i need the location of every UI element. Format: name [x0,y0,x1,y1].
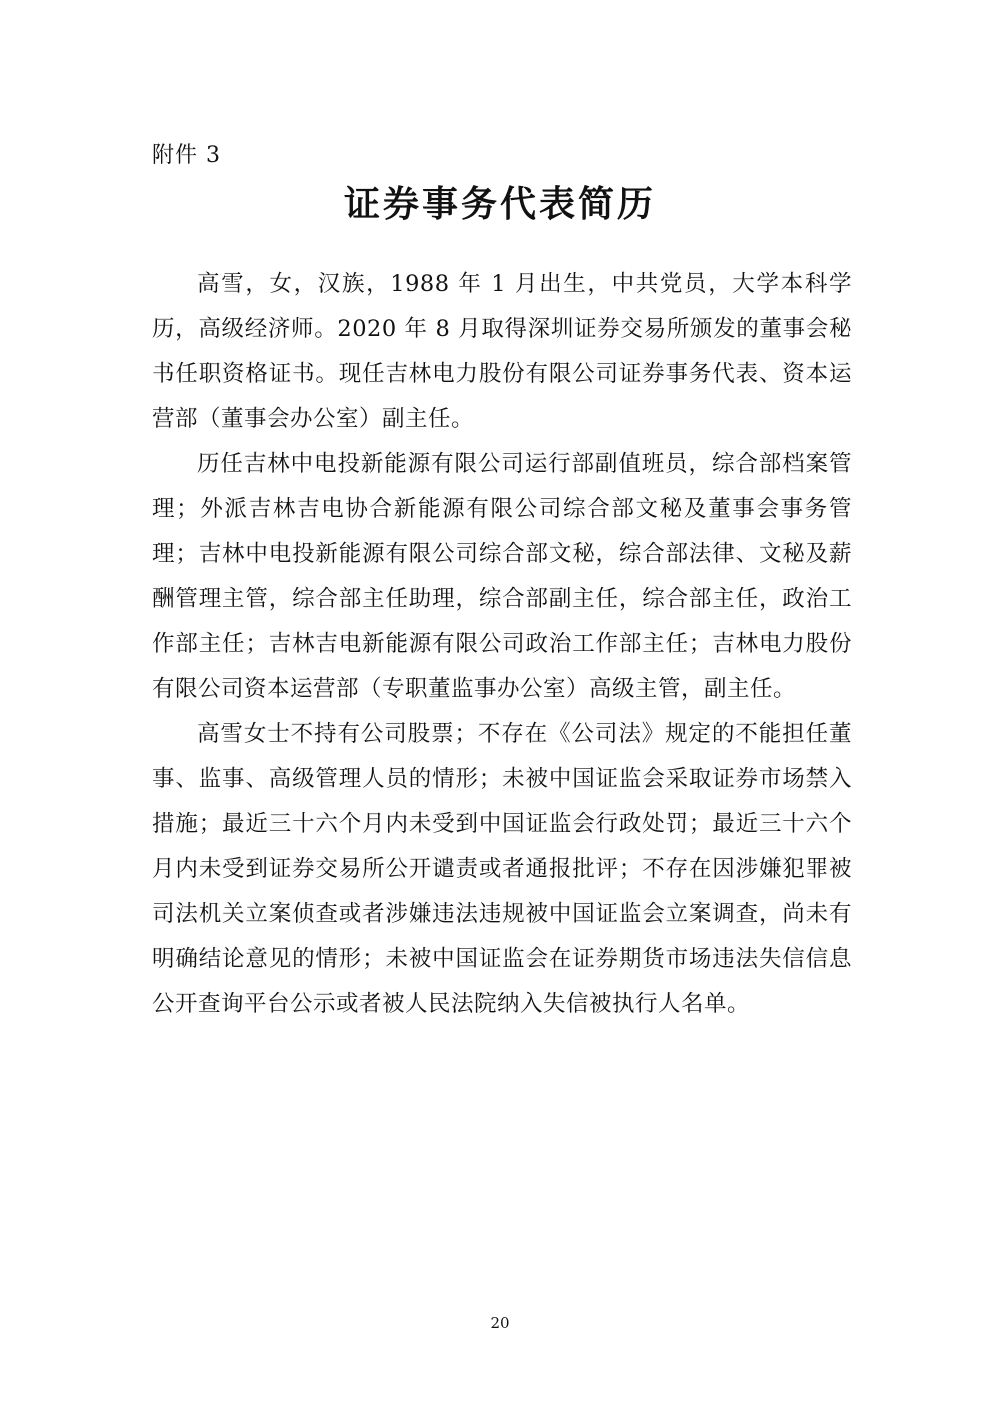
paragraph-compliance-statement: 高雪女士不持有公司股票；不存在《公司法》规定的不能担任董事、监事、高级管理人员的情形；未被中国证监会采取证券市场禁入措施；最近三十六个月内未受到中国证监会行政处罚；最近三十六个月内未受到证券交易所公开谴责或者通报批评；不存在因涉嫌犯罪被司法机关立案侦查或者涉嫌违法违规被中国证监会立案调查，尚未有明确结论意见的情形；未被中国证监会在证券期货市场违法失信信息公开查询平台公示或者被人民法院纳入失信被执行人名单。 [152,721,852,1017]
paragraph-basic-info: 高雪，女，汉族，1988 年 1 月出生，中共党员，大学本科学历，高级经济师。2020 年 8 月取得深圳证券交易所颁发的董事会秘书任职资格证书。现任吉林电力股份有限公司证券事务代表、资本运营部（董事会办公室）副主任。 [152,271,852,432]
attachment-label: 附件 3 [152,143,221,168]
paragraph-work-history: 历任吉林中电投新能源有限公司运行部副值班员，综合部档案管理；外派吉林吉电协合新能源有限公司综合部文秘及董事会事务管理；吉林中电投新能源有限公司综合部文秘，综合部法律、文秘及薪酬管理主管，综合部主任助理，综合部副主任，综合部主任，政治工作部主任；吉林吉电新能源有限公司政治工作部主任；吉林电力股份有限公司资本运营部（专职董监事办公室）高级主管，副主任。 [152,451,852,702]
page-number: 20 [490,1314,510,1332]
document-title: 证券事务代表简历 [343,183,656,225]
document-body [152,262,852,1027]
